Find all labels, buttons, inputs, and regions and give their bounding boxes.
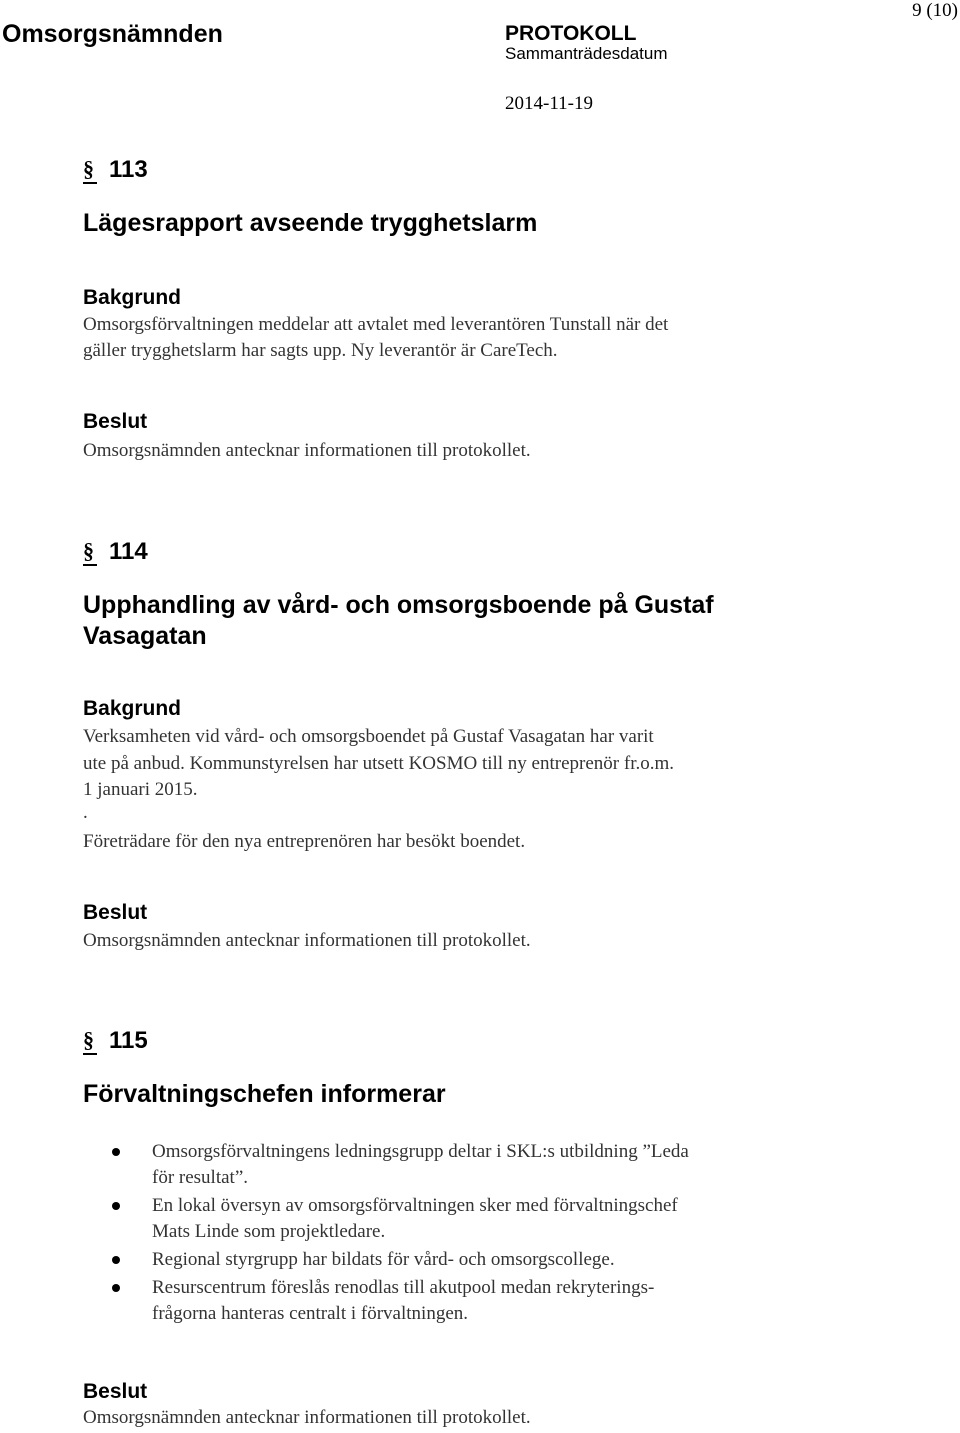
list-item bbox=[112, 1139, 812, 1191]
bullet-icon bbox=[112, 1202, 120, 1210]
meeting-date: 2014-11-19 bbox=[505, 93, 593, 114]
list-item bbox=[112, 1247, 812, 1273]
section-114-background-line-2: ute på anbud. Kommunstyrelsen har utsett KOSMO till ny entreprenör fr.o.m. bbox=[83, 753, 675, 774]
section-114-title-line-2: Vasagatan bbox=[83, 622, 207, 650]
section-115-title: Förvaltningschefen informerar bbox=[83, 1080, 446, 1108]
paragraph-sign-icon: § bbox=[83, 156, 97, 184]
section-113-title: Lägesrapport avseende trygghetslarm bbox=[83, 209, 538, 237]
organization-name: Omsorgsnämnden bbox=[2, 20, 223, 48]
meeting-date-label: Sammanträdesdatum bbox=[505, 44, 668, 63]
section-113-decision-label: Beslut bbox=[83, 410, 148, 433]
paragraph-sign-icon: § bbox=[83, 538, 97, 566]
section-114-background-line-4: . bbox=[83, 802, 88, 823]
section-115-bullet-list bbox=[112, 1139, 812, 1329]
section-114-background-line-5: Företrädare för den nya entreprenören har besökt boendet. bbox=[83, 831, 526, 852]
list-item-line: frågorna hanteras centralt i förvaltningen. bbox=[152, 1303, 468, 1324]
section-114-background-line-1: Verksamheten vid vård- och omsorgsboendet på Gustaf Vasagatan har varit bbox=[83, 726, 654, 747]
section-113-background-label: Bakgrund bbox=[83, 286, 182, 309]
list-item-line: Omsorgsförvaltningens ledningsgrupp deltar i SKL:s utbildning ”Leda bbox=[152, 1141, 689, 1162]
list-item-line: Regional styrgrupp har bildats för vård- och omsorgscollege. bbox=[152, 1249, 615, 1270]
page-number: 9 (10) bbox=[912, 0, 958, 21]
list-item-line: Resurscentrum föreslås renodlas till akutpool medan rekryterings- bbox=[152, 1277, 655, 1298]
section-114-number: § 114 bbox=[83, 538, 148, 565]
section-115-decision-text: Omsorgsnämnden antecknar informationen till protokollet. bbox=[83, 1407, 531, 1428]
bullet-icon bbox=[112, 1256, 120, 1264]
bullet-icon bbox=[112, 1148, 120, 1156]
paragraph-sign-icon: § bbox=[83, 1027, 97, 1055]
section-114-decision-text: Omsorgsnämnden antecknar informationen till protokollet. bbox=[83, 930, 531, 951]
section-114-background-label: Bakgrund bbox=[83, 697, 182, 720]
section-114-background-line-3: 1 januari 2015. bbox=[83, 779, 198, 800]
section-113-number: § 113 bbox=[83, 156, 148, 183]
list-item-line: En lokal översyn av omsorgsförvaltningen sker med förvaltningschef bbox=[152, 1195, 678, 1216]
section-114-title-line-1: Upphandling av vård- och omsorgsboende på Gustaf bbox=[83, 591, 714, 619]
section-113-decision-text: Omsorgsnämnden antecknar informationen till protokollet. bbox=[83, 440, 531, 461]
section-115-decision-label: Beslut bbox=[83, 1380, 148, 1403]
list-item-line: Mats Linde som projektledare. bbox=[152, 1221, 386, 1242]
list-item bbox=[112, 1193, 812, 1245]
section-115-number: § 115 bbox=[83, 1027, 148, 1054]
section-114-decision-label: Beslut bbox=[83, 901, 148, 924]
document-type: PROTOKOLL bbox=[505, 22, 637, 45]
list-item-line: för resultat”. bbox=[152, 1167, 249, 1188]
list-item bbox=[112, 1275, 812, 1327]
bullet-icon bbox=[112, 1284, 120, 1292]
section-113-background-line-1: Omsorgsförvaltningen meddelar att avtalet med leverantören Tunstall när det bbox=[83, 314, 669, 335]
section-113-background-line-2: gäller trygghetslarm har sagts upp. Ny leverantör är CareTech. bbox=[83, 340, 558, 361]
